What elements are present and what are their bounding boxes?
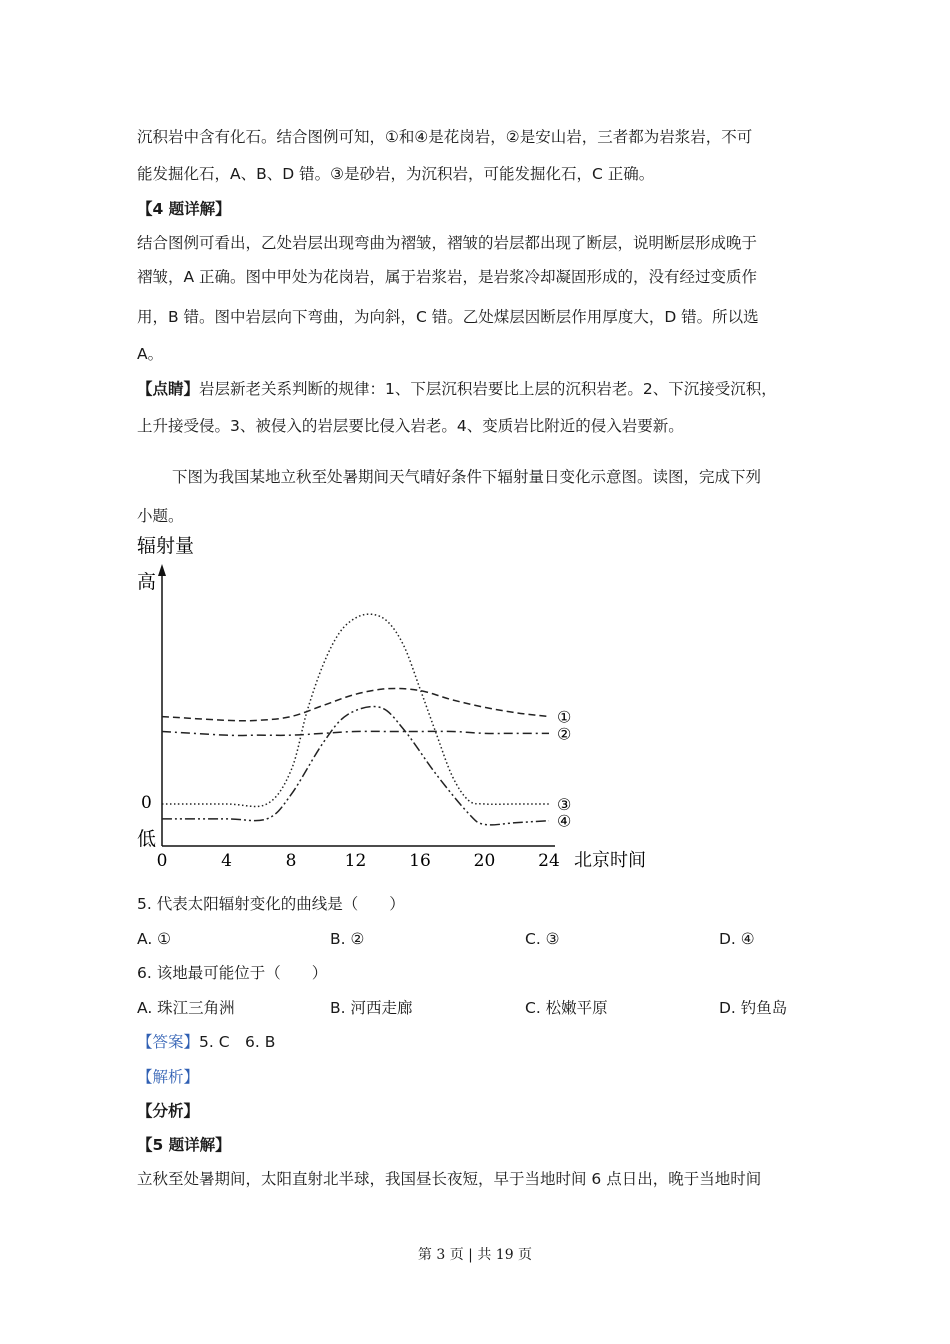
answer-label: 【答案】 xyxy=(137,1033,200,1051)
series-line-4 xyxy=(162,707,549,825)
x-tick-label: 16 xyxy=(409,851,431,871)
para-line: 上升接受侵。3、被侵入的岩层要比侵入岩老。4、变质岩比附近的侵入岩要新。 xyxy=(137,417,684,435)
page-footer: 第 3 页 | 共 19 页 xyxy=(417,1247,533,1263)
intro-line: 下图为我国某地立秋至处暑期间天气晴好条件下辐射量日变化示意图。读图，完成下列 xyxy=(172,468,762,486)
series-line-3 xyxy=(162,614,549,806)
series-labels xyxy=(557,708,571,831)
para-line: 结合图例可看出，乙处岩层出现弯曲为褶皱，褶皱的岩层都出现了断层，说明断层形成晚于 xyxy=(137,234,758,252)
y-high-label: 高 xyxy=(137,571,157,593)
x-tick-label: 8 xyxy=(285,851,297,871)
series-label-1: ① xyxy=(557,707,572,727)
q6-option-c[interactable]: C. 松嫩平原 xyxy=(525,999,608,1017)
section-heading: 【5 题详解】 xyxy=(137,1136,231,1154)
question-6: 6. 该地最可能位于（ ） xyxy=(137,964,328,982)
para-line: A。 xyxy=(137,345,164,363)
series-label-4: ④ xyxy=(557,811,572,831)
series-label-2: ② xyxy=(557,724,572,744)
y-axis-arrow xyxy=(158,564,166,576)
y-low-label: 低 xyxy=(137,828,157,850)
tip-text: 岩层新老关系判断的规律：1、下层沉积岩要比上层的沉积岩老。2、下沉接受沉积， xyxy=(199,380,777,398)
answer-text: 5. C 6. B xyxy=(199,1033,276,1051)
tip-label: 【点睛】 xyxy=(137,380,200,398)
x-tick-label: 12 xyxy=(344,851,367,871)
answer-line xyxy=(137,1032,275,1052)
y-zero-label: 0 xyxy=(141,793,152,813)
x-tick-labels xyxy=(157,851,560,871)
fenxi-heading: 【分析】 xyxy=(137,1102,200,1120)
series-label-3: ③ xyxy=(557,795,572,814)
y-axis-title: 辐射量 xyxy=(137,535,195,557)
series-lines xyxy=(162,614,549,825)
q6-option-d[interactable]: D. 钓鱼岛 xyxy=(719,999,788,1017)
x-axis-title: 北京时间 xyxy=(574,850,646,871)
question-5: 5. 代表太阳辐射变化的曲线是（ ） xyxy=(137,895,405,913)
q5-option-b[interactable]: B. ② xyxy=(330,930,365,948)
analysis-label: 【解析】 xyxy=(137,1068,200,1086)
section-heading: 【4 题详解】 xyxy=(137,200,231,218)
series-line-1 xyxy=(162,688,549,720)
x-tick-label: 0 xyxy=(156,851,168,871)
para-line: 能发掘化石，A、B、D 错。③是砂岩，为沉积岩，可能发掘化石，C 正确。 xyxy=(137,165,655,183)
para-line: 立秋至处暑期间，太阳直射北半球，我国昼长夜短，早于当地时间 6 点日出，晚于当地时间 xyxy=(137,1170,762,1188)
x-tick-label: 24 xyxy=(538,851,560,871)
q5-option-a[interactable]: A. ① xyxy=(137,930,172,948)
q5-option-c[interactable]: C. ③ xyxy=(525,930,560,948)
q6-option-b[interactable]: B. 河西走廊 xyxy=(330,999,413,1017)
q6-option-a[interactable]: A. 珠江三角洲 xyxy=(137,999,235,1017)
para-line: 用，B 错。图中岩层向下弯曲，为向斜，C 错。乙处煤层因断层作用厚度大，D 错。所以选 xyxy=(137,308,759,326)
para-line: 沉积岩中含有化石。结合图例可知，①和④是花岗岩，②是安山岩，三者都为岩浆岩，不可 xyxy=(137,128,753,146)
x-tick-label: 4 xyxy=(221,851,232,871)
x-tick-label: 20 xyxy=(473,851,496,871)
intro-line: 小题。 xyxy=(137,507,184,525)
series-line-2 xyxy=(162,731,549,735)
para-line: 褶皱，A 正确。图中甲处为花岗岩，属于岩浆岩，是岩浆冷却凝固形成的，没有经过变质作 xyxy=(137,268,758,286)
q5-option-d[interactable]: D. ④ xyxy=(719,930,755,948)
